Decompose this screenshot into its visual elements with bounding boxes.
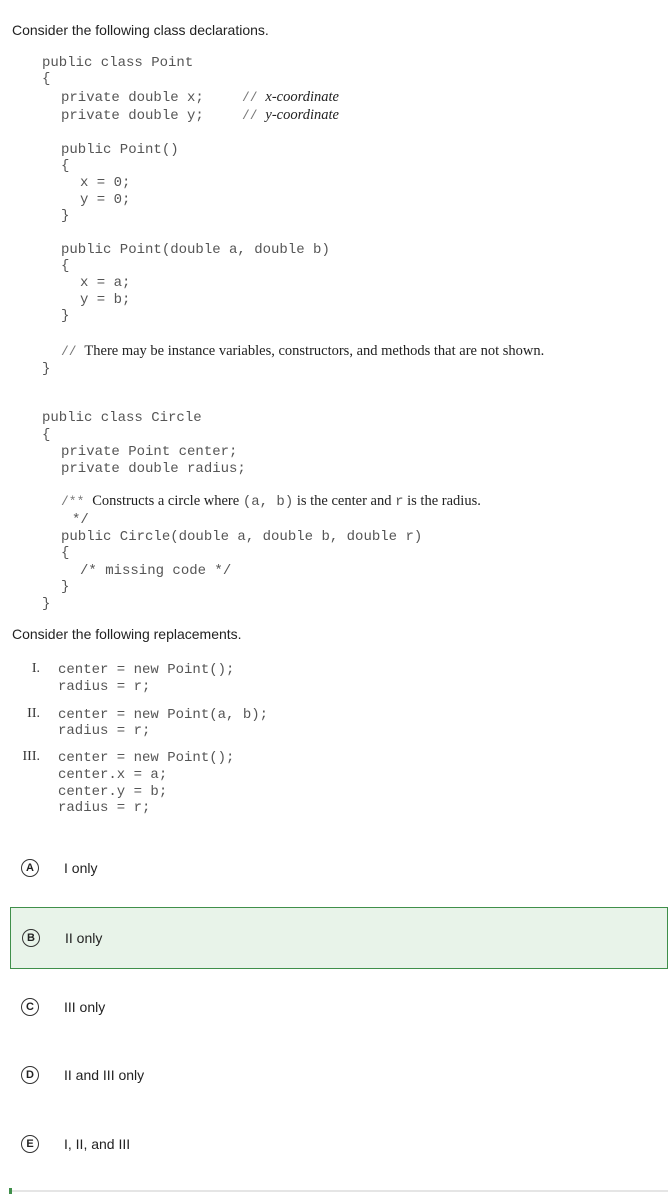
code-line: { [42,427,51,443]
code-line: { [61,545,70,561]
code-line: x = 0; [80,175,131,191]
code-line: */ [72,512,89,528]
choice-letter-e-icon: E [21,1135,39,1153]
code-line: } [61,308,70,324]
code-line: private double y; [61,108,204,124]
question-prompt: Consider the following class declarations. [12,22,269,38]
code-comment: // x-coordinate [242,89,339,105]
code-line: public Point() [61,142,179,158]
code-line: } [61,208,70,224]
replacements-prompt: Consider the following replacements. [12,626,242,642]
code-comment: // There may be instance variables, constructors, and methods that are not shown. [61,343,545,359]
choice-text: III only [64,999,106,1015]
replacement-line: center = new Point(); [58,662,235,678]
code-line: y = 0; [80,192,131,208]
code-line: private Point center; [61,444,238,460]
replacement-line: radius = r; [58,800,151,816]
code-line: } [42,361,51,377]
code-line: public class Point [42,55,194,71]
code-line: public Circle(double a, double b, double r) [61,529,423,545]
code-line: /* missing code */ [80,563,232,579]
choice-letter-a-icon: A [21,859,39,877]
code-line: x = a; [80,275,131,291]
replacement-line: center = new Point(); [58,750,235,766]
replacement-line: radius = r; [58,679,151,695]
choice-c[interactable] [10,977,668,1037]
code-comment: /** Constructs a circle where (a, b) is the center and r is the radius. [61,493,481,510]
choice-letter-d-icon: D [21,1066,39,1084]
choice-b[interactable] [10,907,668,969]
choice-d[interactable] [10,1045,668,1105]
choice-a[interactable] [10,838,668,898]
choice-letter-b-icon: B [22,929,40,947]
choice-e[interactable] [10,1114,668,1174]
replacement-line: center.x = a; [58,767,168,783]
code-line: { [42,71,51,87]
choice-text: I, II, and III [64,1136,131,1152]
code-line: } [61,579,70,595]
divider-accent [9,1188,12,1194]
replacement-numeral: III. [22,749,40,764]
code-line: { [61,158,70,174]
replacement-line: center.y = b; [58,784,168,800]
replacement-numeral: II. [27,706,40,721]
code-line: y = b; [80,292,131,308]
replacement-line: center = new Point(a, b); [58,707,269,723]
code-comment: // y-coordinate [242,107,339,123]
replacement-line: radius = r; [58,723,151,739]
choice-text: II and III only [64,1067,145,1083]
choice-text: II only [65,930,103,946]
code-line: public Point(double a, double b) [61,242,330,258]
replacement-numeral: I. [31,661,40,676]
code-line: { [61,258,70,274]
choice-letter-c-icon: C [21,998,39,1016]
code-line: public class Circle [42,410,202,426]
divider [10,1190,668,1192]
code-line: private double radius; [61,461,246,477]
code-line: } [42,596,51,612]
code-line: private double x; [61,90,204,106]
choice-text: I only [64,860,98,876]
